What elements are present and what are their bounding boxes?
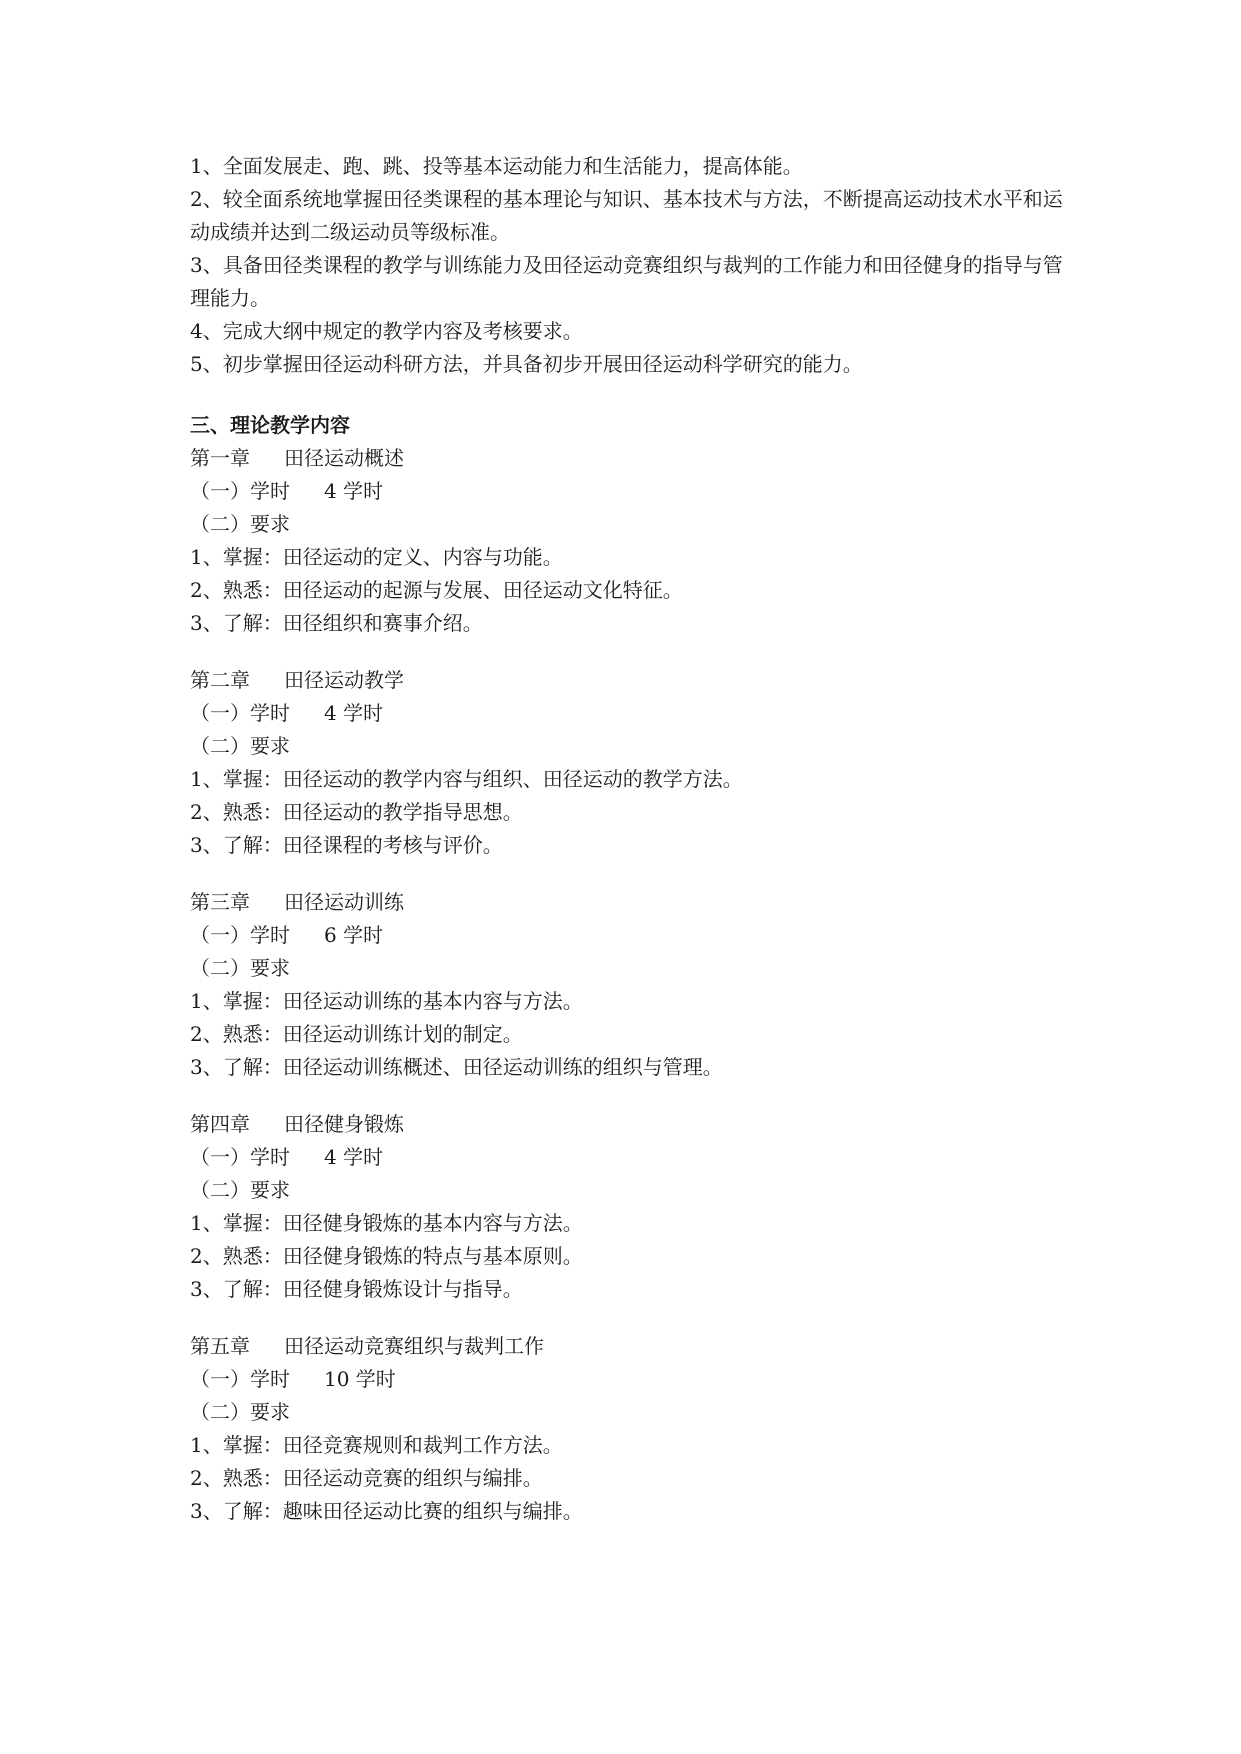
- chapter-number: 第四章: [190, 1112, 250, 1136]
- chapter-hours: [190, 1141, 1070, 1174]
- requirements-label: （二）要求: [190, 956, 290, 980]
- requirement-item: 1、掌握：田径竞赛规则和裁判工作方法。: [190, 1433, 563, 1457]
- chapter-block: [190, 442, 1070, 640]
- requirement-item: 1、掌握：田径运动的定义、内容与功能。: [190, 545, 563, 569]
- spacer: [190, 862, 1070, 886]
- spacer: [190, 1084, 1070, 1108]
- chapter-hours: [190, 1363, 1070, 1396]
- requirement-item: 2、熟悉：田径运动竞赛的组织与编排。: [190, 1466, 543, 1490]
- hours-label: （一）学时: [190, 1145, 290, 1169]
- requirement-item: 3、了解：趣味田径运动比赛的组织与编排。: [190, 1499, 583, 1523]
- chapter-hours: [190, 919, 1070, 952]
- chapter-number: 第五章: [190, 1334, 250, 1358]
- chapter-header: [190, 442, 1070, 475]
- chapter-number: 第一章: [190, 446, 250, 470]
- chapter-hours: [190, 697, 1070, 730]
- requirement-item: 1、掌握：田径健身锻炼的基本内容与方法。: [190, 1211, 583, 1235]
- goals-list: [190, 150, 1070, 381]
- chapter-header: [190, 886, 1070, 919]
- hours-label: （一）学时: [190, 1367, 290, 1391]
- chapter-number: 第二章: [190, 668, 250, 692]
- requirement-item: 2、熟悉：田径运动的起源与发展、田径运动文化特征。: [190, 578, 683, 602]
- requirements-label: （二）要求: [190, 734, 290, 758]
- chapter-title: 田径运动教学: [284, 668, 404, 692]
- chapter-header: [190, 1108, 1070, 1141]
- requirement-item: 1、掌握：田径运动的教学内容与组织、田径运动的教学方法。: [190, 767, 743, 791]
- requirement-item: 3、了解：田径组织和赛事介绍。: [190, 611, 483, 635]
- goal-item: 5、初步掌握田径运动科研方法，并具备初步开展田径运动科学研究的能力。: [190, 352, 863, 376]
- chapter-block: [190, 1330, 1070, 1528]
- requirement-item: 2、熟悉：田径运动训练计划的制定。: [190, 1022, 523, 1046]
- chapter-hours: [190, 475, 1070, 508]
- hours-label: （一）学时: [190, 701, 290, 725]
- spacer: [190, 640, 1070, 664]
- requirements-label: （二）要求: [190, 1400, 290, 1424]
- goal-item: 1、全面发展走、跑、跳、投等基本运动能力和生活能力，提高体能。: [190, 154, 803, 178]
- spacer: [190, 381, 1070, 409]
- hours-label: （一）学时: [190, 923, 290, 947]
- hours-value: 6 学时: [324, 923, 384, 947]
- hours-label: （一）学时: [190, 479, 290, 503]
- requirements-label: （二）要求: [190, 512, 290, 536]
- requirements-label: （二）要求: [190, 1178, 290, 1202]
- requirement-item: 3、了解：田径课程的考核与评价。: [190, 833, 503, 857]
- goal-item: 2、较全面系统地掌握田径类课程的基本理论与知识、基本技术与方法，不断提高运动技术水平和运动成绩并达到二级运动员等级标准。: [190, 187, 1063, 244]
- chapter-number: 第三章: [190, 890, 250, 914]
- hours-value: 4 学时: [324, 701, 384, 725]
- chapter-header: [190, 664, 1070, 697]
- chapter-block: [190, 886, 1070, 1084]
- spacer: [190, 1306, 1070, 1330]
- chapter-title: 田径运动训练: [284, 890, 404, 914]
- requirement-item: 2、熟悉：田径运动的教学指导思想。: [190, 800, 523, 824]
- chapter-title: 田径运动竞赛组织与裁判工作: [284, 1334, 544, 1358]
- hours-value: 4 学时: [324, 1145, 384, 1169]
- chapter-header: [190, 1330, 1070, 1363]
- section-heading: 三、理论教学内容: [190, 413, 350, 437]
- requirement-item: 1、掌握：田径运动训练的基本内容与方法。: [190, 989, 583, 1013]
- requirement-item: 2、熟悉：田径健身锻炼的特点与基本原则。: [190, 1244, 583, 1268]
- chapter-title: 田径健身锻炼: [284, 1112, 404, 1136]
- requirement-item: 3、了解：田径运动训练概述、田径运动训练的组织与管理。: [190, 1055, 723, 1079]
- hours-value: 4 学时: [324, 479, 384, 503]
- document-body: [190, 150, 1070, 1528]
- requirement-item: 3、了解：田径健身锻炼设计与指导。: [190, 1277, 523, 1301]
- goal-item: 4、完成大纲中规定的教学内容及考核要求。: [190, 319, 583, 343]
- chapter-block: [190, 1108, 1070, 1306]
- chapter-block: [190, 664, 1070, 862]
- goal-item: 3、具备田径类课程的教学与训练能力及田径运动竞赛组织与裁判的工作能力和田径健身的指导与管理能力。: [190, 253, 1063, 310]
- hours-value: 10 学时: [324, 1367, 396, 1391]
- chapter-title: 田径运动概述: [284, 446, 404, 470]
